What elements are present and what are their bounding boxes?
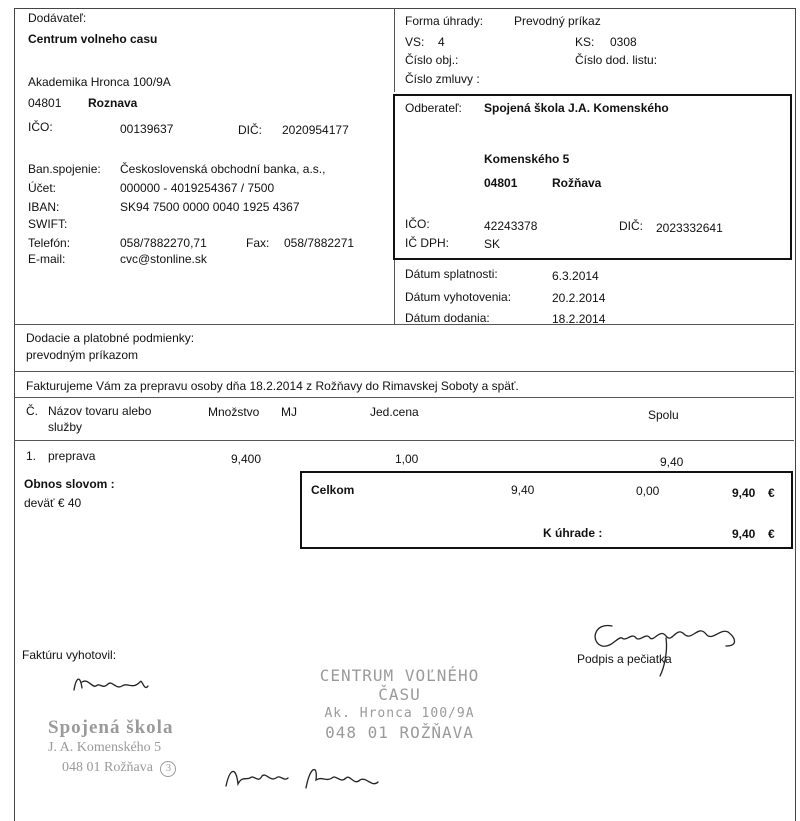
col-number: Č. bbox=[26, 404, 38, 418]
supplier-stamp-line3: Ak. Hronca 100/9A bbox=[324, 706, 475, 721]
supplier-name: Centrum volneho casu bbox=[28, 32, 158, 46]
supplier-heading: Dodávateľ: bbox=[28, 11, 87, 25]
email-value: cvc@stonline.sk bbox=[120, 252, 207, 266]
supplier-dic-label: DIČ: bbox=[238, 123, 262, 137]
order-number-label: Číslo obj.: bbox=[405, 53, 459, 67]
row-quantity: 9,400 bbox=[231, 452, 262, 466]
col-name: Názov tovaru alebo bbox=[48, 404, 152, 418]
invoice-intro: Fakturujeme Vám za prepravu osoby dňa 18.2.2014 z Rožňavy do Rimavskej Soboty a späť. bbox=[26, 379, 519, 393]
bank-label: Ban.spojenie: bbox=[28, 162, 101, 176]
swift-label: SWIFT: bbox=[28, 217, 68, 231]
school-stamp bbox=[48, 718, 218, 778]
terms-value: prevodným príkazom bbox=[26, 348, 139, 362]
to-pay-currency: € bbox=[768, 527, 775, 541]
iban-value: SK94 7500 0000 0040 1925 4367 bbox=[120, 200, 300, 214]
to-pay-amount: 9,40 bbox=[732, 527, 756, 541]
total-base: 9,40 bbox=[511, 483, 535, 497]
row-number: 1. bbox=[26, 449, 37, 463]
supplier-city: Roznava bbox=[88, 96, 138, 110]
email-label: E-mail: bbox=[28, 252, 66, 266]
signature-stamp-label: Podpis a pečiatka bbox=[577, 652, 672, 666]
supplier-street: Akademika Hronca 100/9A bbox=[28, 75, 171, 89]
supplier-stamp-line4: 048 01 ROŽŇAVA bbox=[325, 723, 474, 742]
supplier-dic: 2020954177 bbox=[282, 123, 349, 137]
customer-dic-label: DIČ: bbox=[619, 219, 643, 233]
terms-label: Dodacie a platobné podmienky: bbox=[26, 331, 195, 345]
account-number: 000000 - 4019254367 / 7500 bbox=[120, 181, 275, 195]
delivery-date-label: Dátum dodania: bbox=[405, 311, 490, 325]
school-stamp-line3: 048 01 Rožňava 3 bbox=[48, 758, 218, 778]
account-label: Účet: bbox=[28, 181, 57, 195]
to-pay-label: K úhrade : bbox=[543, 526, 603, 540]
total-vat: 0,00 bbox=[636, 484, 660, 498]
delivery-date: 18.2.2014 bbox=[552, 312, 606, 326]
supplier-stamp-line1: CENTRUM VOĽNÉHO bbox=[319, 666, 480, 685]
amount-in-words: deväť € 40 bbox=[24, 496, 82, 510]
section-divider-terms bbox=[14, 324, 794, 325]
fax-value: 058/7882271 bbox=[284, 236, 355, 250]
section-divider-intro bbox=[14, 371, 794, 372]
row-total: 9,40 bbox=[660, 455, 684, 469]
school-stamp-mark: 3 bbox=[160, 761, 176, 777]
fax-label: Fax: bbox=[246, 236, 270, 250]
total-currency: € bbox=[768, 486, 775, 500]
customer-ico-label: IČO: bbox=[405, 217, 430, 231]
due-date: 6.3.2014 bbox=[552, 269, 599, 283]
school-stamp-line2: J. A. Komenského 5 bbox=[48, 740, 162, 755]
section-divider-table bbox=[14, 397, 794, 398]
col-name-line2: služby bbox=[48, 420, 83, 434]
header-divider bbox=[394, 8, 395, 92]
school-stamp-line1: Spojená škola bbox=[48, 717, 174, 738]
col-unit-price: Jed.cena bbox=[370, 405, 419, 419]
customer-dic: 2023332641 bbox=[656, 221, 723, 235]
row-item-name: preprava bbox=[48, 449, 96, 463]
issued-by-label: Faktúru vyhotovil: bbox=[22, 648, 117, 662]
bank-name: Československá obchodní banka, a.s., bbox=[120, 162, 326, 176]
table-header-divider bbox=[14, 440, 794, 441]
phone-label: Telefón: bbox=[28, 236, 71, 250]
col-total: Spolu bbox=[648, 408, 679, 422]
vs-label: VS: bbox=[405, 35, 425, 49]
customer-icdph: SK bbox=[484, 237, 501, 251]
ks-label: KS: bbox=[575, 35, 595, 49]
payment-method: Prevodný príkaz bbox=[514, 14, 601, 28]
customer-zip: 04801 bbox=[484, 176, 518, 190]
amount-in-words-label: Obnos slovom : bbox=[24, 477, 115, 491]
col-unit: MJ bbox=[281, 405, 297, 419]
ks-value: 0308 bbox=[610, 35, 637, 49]
col-quantity: Množstvo bbox=[208, 405, 260, 419]
iban-label: IBAN: bbox=[28, 200, 60, 214]
issuer-signature bbox=[70, 668, 160, 698]
vs-value: 4 bbox=[438, 35, 445, 49]
row-unit-price: 1,00 bbox=[395, 452, 419, 466]
recipient-signature bbox=[588, 612, 748, 682]
customer-icdph-label: IČ DPH: bbox=[405, 236, 450, 250]
customer-street: Komenského 5 bbox=[484, 152, 570, 166]
issue-date: 20.2.2014 bbox=[552, 291, 606, 305]
payment-method-label: Forma úhrady: bbox=[405, 14, 484, 28]
contract-number-label: Číslo zmluvy : bbox=[405, 72, 480, 86]
due-date-label: Dátum splatnosti: bbox=[405, 267, 498, 281]
delivery-note-label: Číslo dod. listu: bbox=[575, 53, 658, 67]
total-label: Celkom bbox=[311, 483, 355, 497]
supplier-zip: 04801 bbox=[28, 96, 62, 110]
supplier-ico: 00139637 bbox=[120, 122, 174, 136]
dates-divider bbox=[394, 260, 395, 324]
supplier-ico-label: IČO: bbox=[28, 120, 53, 134]
total-amount: 9,40 bbox=[732, 486, 756, 500]
school-signature bbox=[222, 758, 392, 798]
issue-date-label: Dátum vyhotovenia: bbox=[405, 290, 512, 304]
customer-city: Rožňava bbox=[552, 176, 602, 190]
supplier-stamp bbox=[292, 666, 507, 742]
customer-ico: 42243378 bbox=[484, 219, 538, 233]
customer-heading: Odberateľ: bbox=[405, 101, 462, 115]
supplier-stamp-line2: ČASU bbox=[378, 685, 421, 704]
customer-name: Spojená škola J.A. Komenského bbox=[484, 101, 669, 115]
phone-value: 058/7882270,71 bbox=[120, 236, 207, 250]
